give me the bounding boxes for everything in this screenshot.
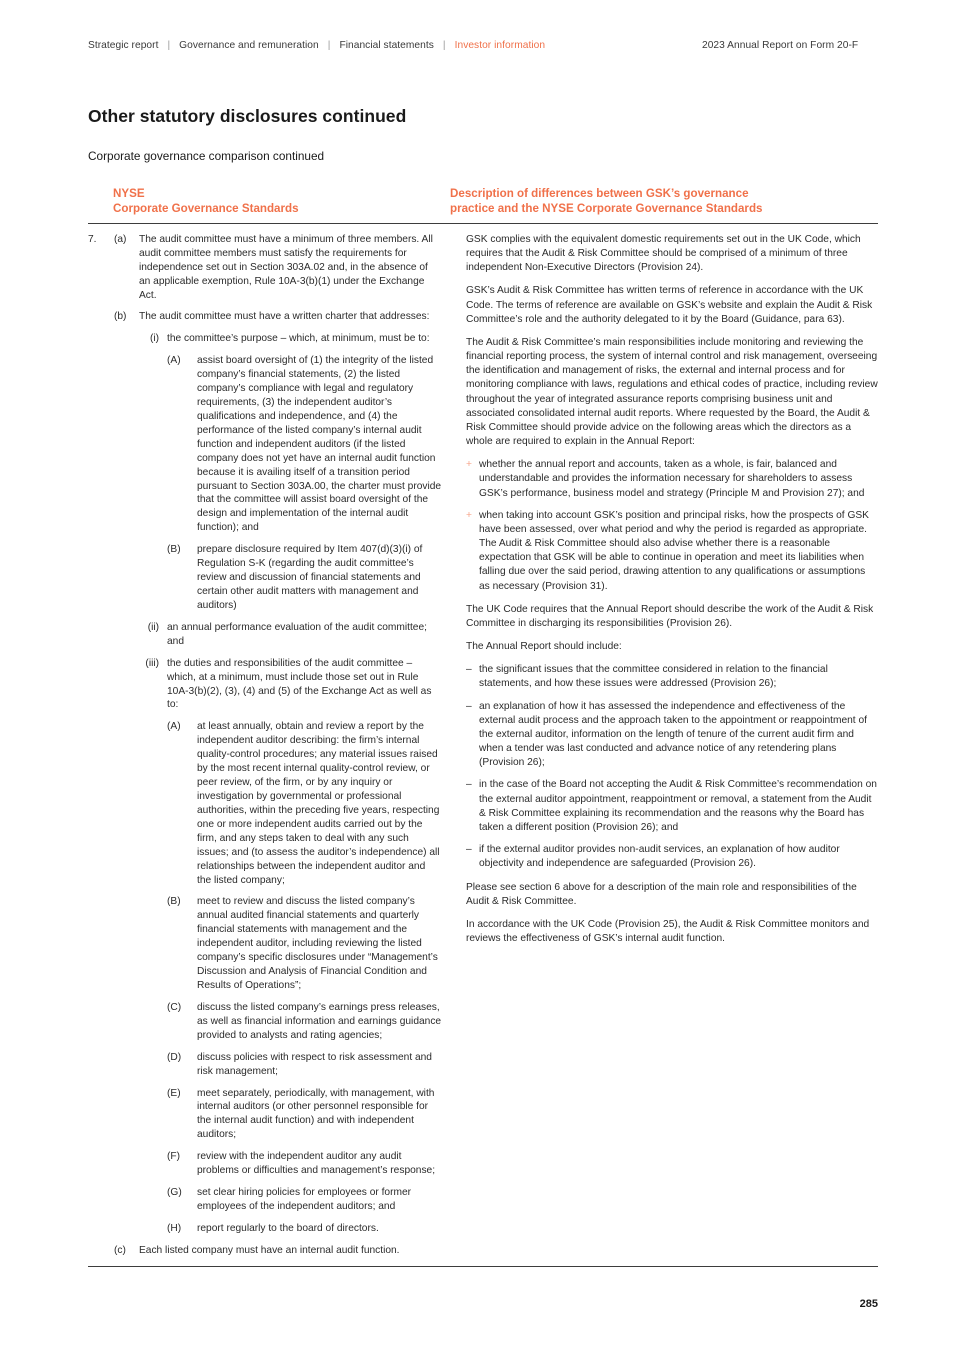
table-row: [88, 224, 878, 1267]
page-title: Other statutory disclosures continued: [88, 106, 407, 126]
list-marker-b-i: (i): [149, 333, 159, 345]
paragraph-mid-1: The UK Code requires that the Annual Report should describe the work of the Audit & Risk Committee in discharging its responsibilities (Provision 26).: [466, 603, 874, 629]
list-b-sublist: [139, 332, 442, 1235]
list-item-b-iii-E: [167, 1087, 442, 1143]
list-item-b-iii-A: [167, 720, 442, 887]
list-item-b-iii-H: [167, 1222, 442, 1236]
list-item-b-body: [139, 310, 442, 1235]
list-item-b-iii-C: [167, 1001, 442, 1043]
plus-bullet-text-2: when taking into account GSK’s position and principal risks, how the prospects of GSK have been assessed, over what period and why the period is regarded as appropriate. The Audit & Risk Committee should also advise whether there is a reasonable expectation that GSK will be able to continue in operation and meet its liabilities when falling due over the said period, drawing attention to any qualifications or assumptions as necessary (Provision 31).: [479, 509, 869, 592]
running-header: [88, 40, 878, 51]
table-column-headers: [88, 186, 878, 224]
list-item-b-iii-E-text: meet separately, periodically, with management, with internal auditors (or other personnel responsible for the internal audit function) and with independent auditors;: [197, 1087, 435, 1141]
plus-bullet-icon: +: [466, 459, 472, 471]
list-item-b-iii-D-text: discuss policies with respect to risk assessment and risk management;: [197, 1051, 432, 1077]
running-header-nav: [88, 40, 545, 51]
dash-bullet-item: [466, 700, 878, 771]
list-item-b-iii-B: [167, 895, 442, 992]
paragraph-top-2: GSK’s Audit & Risk Committee has written terms of reference in accordance with the UK Code. The terms of reference are available on GSK’s website and explain the Audit & Risk Committee’s role and the authority delegated to it by the Board (Guidance, para 63).: [466, 285, 873, 325]
list-marker-b-iii-H: (H): [167, 1222, 182, 1234]
paragraph-bottom-2: In accordance with the UK Code (Provision 25), the Audit & Risk Committee monitors and reviews the effectiveness of GSK’s internal audit function.: [466, 918, 870, 945]
dash-bullet-icon: –: [466, 779, 472, 791]
dash-bullet-icon: –: [466, 664, 472, 676]
table-cell-nyse-standards: [88, 224, 450, 1266]
list-item-b-ii-text: an annual performance evaluation of the audit committee; and: [167, 621, 427, 647]
dash-bullet-text-4: if the external auditor provides non-audit services, an explanation of how auditor objectivity and independence are safeguarded (Provision 26).: [479, 844, 840, 870]
page-number: 285: [859, 1298, 878, 1310]
list-item-b-iii-C-text: discuss the listed company’s earnings press releases, as well as financial information and earnings guidance provided to analysts and rating agencies;: [197, 1001, 442, 1041]
list-item-7: [88, 233, 442, 1258]
dash-bullet-text-3: in the case of the Board not accepting the Audit & Risk Committee’s recommendation on the external auditor appointment, reappointment or removal, a statement from the Audit & Risk Committee explaining its recommendation and the reasons why the Board has taken a different position (Provision 26); and: [479, 779, 877, 833]
column-header-nyse-line1: NYSE: [113, 187, 145, 200]
list-marker-b-ii: (ii): [147, 621, 159, 633]
list-item-a: [114, 233, 442, 303]
list-item-b-iii-F-text: review with the independent auditor any audit problems or difficulties and management’s response;: [197, 1151, 436, 1177]
dash-bullet-text-2: an explanation of how it has assessed the independence and effectiveness of the external audit process and the approach taken to the appointment or reappointment of the external auditor, information on the length of tenure of the current audit firm and when a tender was last conducted and advance notice of any retendering plans (Provision 26);: [479, 700, 867, 769]
runhead-separator: |: [327, 40, 331, 51]
plus-bullet-item: [466, 458, 878, 501]
runhead-separator: |: [442, 40, 446, 51]
list-marker-b-iii-G: (G): [167, 1187, 182, 1199]
dash-bullet-icon: –: [466, 700, 472, 712]
list-item-b-i-B: [167, 543, 442, 613]
dash-bullet-icon: –: [466, 844, 472, 856]
paragraph-top-3: The Audit & Risk Committee’s main responsibilities include monitoring and reviewing the financial reporting process, the system of internal control and risk management, overseeing the identification and management of risks, the external and internal process and for monitoring compliance with laws, regulations and ethical codes of practice, including review throughout the year of integrated assurance reports comprising business unit and associated consolidated internal audit reports. Where requested by the Board, the Audit & Risk Committee should provide advice on the following areas which the directors as a whole are required to explain in the Annual Report:: [466, 336, 878, 448]
dash-bullet-item: [466, 663, 878, 691]
list-marker-b-iii-C: (C): [167, 1001, 182, 1013]
runhead-item-financial-statements[interactable]: Financial statements: [339, 40, 434, 51]
list-item-b-iii-text: the duties and responsibilities of the audit committee – which, at a minimum, must include those set out in Rule 10A-3(b)(2), (3), (4) and (5) of the Exchange Act as well as to:: [167, 657, 432, 711]
list-item-b-i-B-text: prepare disclosure required by Item 407(d)(3)(i) of Regulation S-K (regarding the audit committee’s review and discussion of financial statements and certain other audit matters with management and auditors): [197, 544, 423, 611]
list-item-b-iii-G-text: set clear hiring policies for employees or former employees of the independent auditors; and: [197, 1187, 412, 1212]
list-item-b-iii-H-text: report regularly to the board of directors.: [197, 1222, 379, 1234]
section-title: Corporate governance comparison continued: [88, 149, 325, 163]
list-item-c: [114, 1244, 442, 1258]
list-marker-7: 7.: [88, 233, 97, 245]
dash-bullet-item: [466, 778, 878, 835]
list-item-c-text: Each listed company must have an internal audit function.: [139, 1244, 400, 1256]
list-item-b-iii-body: [167, 657, 442, 1236]
list-item-b-iii-F: [167, 1150, 442, 1178]
column-header-nyse: [88, 186, 450, 217]
runhead-separator: |: [167, 40, 171, 51]
list-item-b-iii: [139, 657, 442, 1236]
table-cell-gsk-description: [450, 224, 878, 1266]
list-item-b-text: The audit committee must have a written charter that addresses:: [139, 311, 430, 323]
paragraph-top-1: GSK complies with the equivalent domestic requirements set out in the UK Code, which requires that the Audit & Risk Committee should be comprised of a minimum of three independent Non-Executive Directors (Provision 24).: [466, 233, 861, 274]
list-item-b-iii-D: [167, 1051, 442, 1079]
list-item-b: [114, 310, 442, 1235]
list-item-b-iii-G: [167, 1186, 442, 1214]
plus-bullet-list: [466, 458, 878, 594]
list-marker-b-iii-A: (A): [167, 721, 181, 733]
list-item-7-body: [114, 233, 442, 1258]
column-header-description-line1: Description of differences between GSK’s governance: [450, 187, 749, 200]
column-header-nyse-line2: Corporate Governance Standards: [113, 202, 299, 216]
list-marker-b-iii-E: (E): [167, 1087, 181, 1099]
plus-bullet-text-1: whether the annual report and accounts, taken as a whole, is fair, balanced and understandable and provides the information necessary for shareholders to assess GSK’s performance, business model and strategy (Principle M and Provision 27); and: [479, 459, 865, 499]
list-item-b-i-body: [167, 332, 442, 613]
list-item-b-i: [139, 332, 442, 613]
list-marker-a: (a): [114, 233, 127, 245]
runhead-item-governance-and-remuneration[interactable]: Governance and remuneration: [179, 40, 319, 51]
plus-bullet-icon: +: [466, 509, 472, 521]
list-marker-b: (b): [114, 311, 127, 323]
list-item-b-ii: [139, 621, 442, 649]
dash-bullet-text-1: the significant issues that the committee considered in relation to the financial statements, and how these issues were addressed (Provision 26);: [479, 664, 828, 690]
dash-bullet-item: [466, 843, 878, 871]
plus-bullet-item: [466, 509, 878, 594]
dash-bullet-list: [466, 663, 878, 871]
column-header-description: [450, 186, 878, 217]
list-marker-b-iii-B: (B): [167, 896, 181, 908]
list-item-a-text: The audit committee must have a minimum of three members. All audit committee members must satisfy the requirements for independence set out in Section 303A.02 and, in the absence of an applicable exemption, Rule 10A-3(b)(1) under the Exchange Act.: [139, 233, 433, 301]
list-item-b-i-A: [167, 354, 442, 535]
governance-comparison-table: [88, 186, 878, 1267]
list-marker-b-i-A: (A): [167, 355, 181, 367]
list-marker-b-iii: (iii): [145, 657, 159, 669]
running-header-document-title: 2023 Annual Report on Form 20-F: [702, 40, 859, 51]
paragraph-mid-2: The Annual Report should include:: [466, 641, 622, 653]
list-marker-b-i-B: (B): [167, 544, 181, 556]
list-marker-b-iii-F: (F): [167, 1151, 181, 1163]
paragraph-bottom-1: Please see section 6 above for a description of the main role and responsibilities of the Audit & Risk Committee.: [466, 881, 857, 907]
list-item-b-iii-B-text: meet to review and discuss the listed company’s annual audited financial statements and quarterly financial statements with management and the independent auditor, including reviewing the listed company’s specific disclosures under “Management’s Discussion and Analysis of Financial Condition and Results of Operations”;: [197, 896, 438, 991]
list-marker-b-iii-D: (D): [167, 1051, 182, 1063]
list-item-b-i-A-text: assist board oversight of (1) the integrity of the listed company’s financial statements, (2) the listed company’s compliance with legal and regulatory requirements, (3) the independent auditor’s qualifications and independence, and (4) the performance of the listed company’s internal audit function and independent auditors (if the listed company does not yet have an internal audit function because it is availing itself of a transition period pursuant to Section 303A.00, the charter must provide that the committee will assist board oversight of the design and implementation of the internal audit function); and: [197, 355, 442, 534]
runhead-item-strategic-report[interactable]: Strategic report: [88, 40, 159, 51]
list-b-iii-sublist: [167, 720, 442, 1235]
list-item-b-i-text: the committee’s purpose – which, at minimum, must be to:: [167, 333, 430, 345]
list-marker-c: (c): [114, 1244, 126, 1256]
column-header-description-line2: practice and the NYSE Corporate Governance Standards: [450, 202, 763, 216]
list-b-i-sublist: [167, 354, 442, 613]
runhead-item-investor-information[interactable]: Investor information: [454, 40, 546, 51]
list-item-b-iii-A-text: at least annually, obtain and review a report by the independent auditor describing: the firm’s internal quality-control procedures; any material issues raised by the most recent internal quality-control review, or peer review, of the firm, or by any inquiry or investigation by governmental or professional authorities, within the preceding five years, respecting one or more independent audits carried out by the firm, and any steps taken to deal with any such issues; and (to assess the auditor’s independence) all relationships between the independent auditor and the listed company;: [197, 721, 440, 886]
